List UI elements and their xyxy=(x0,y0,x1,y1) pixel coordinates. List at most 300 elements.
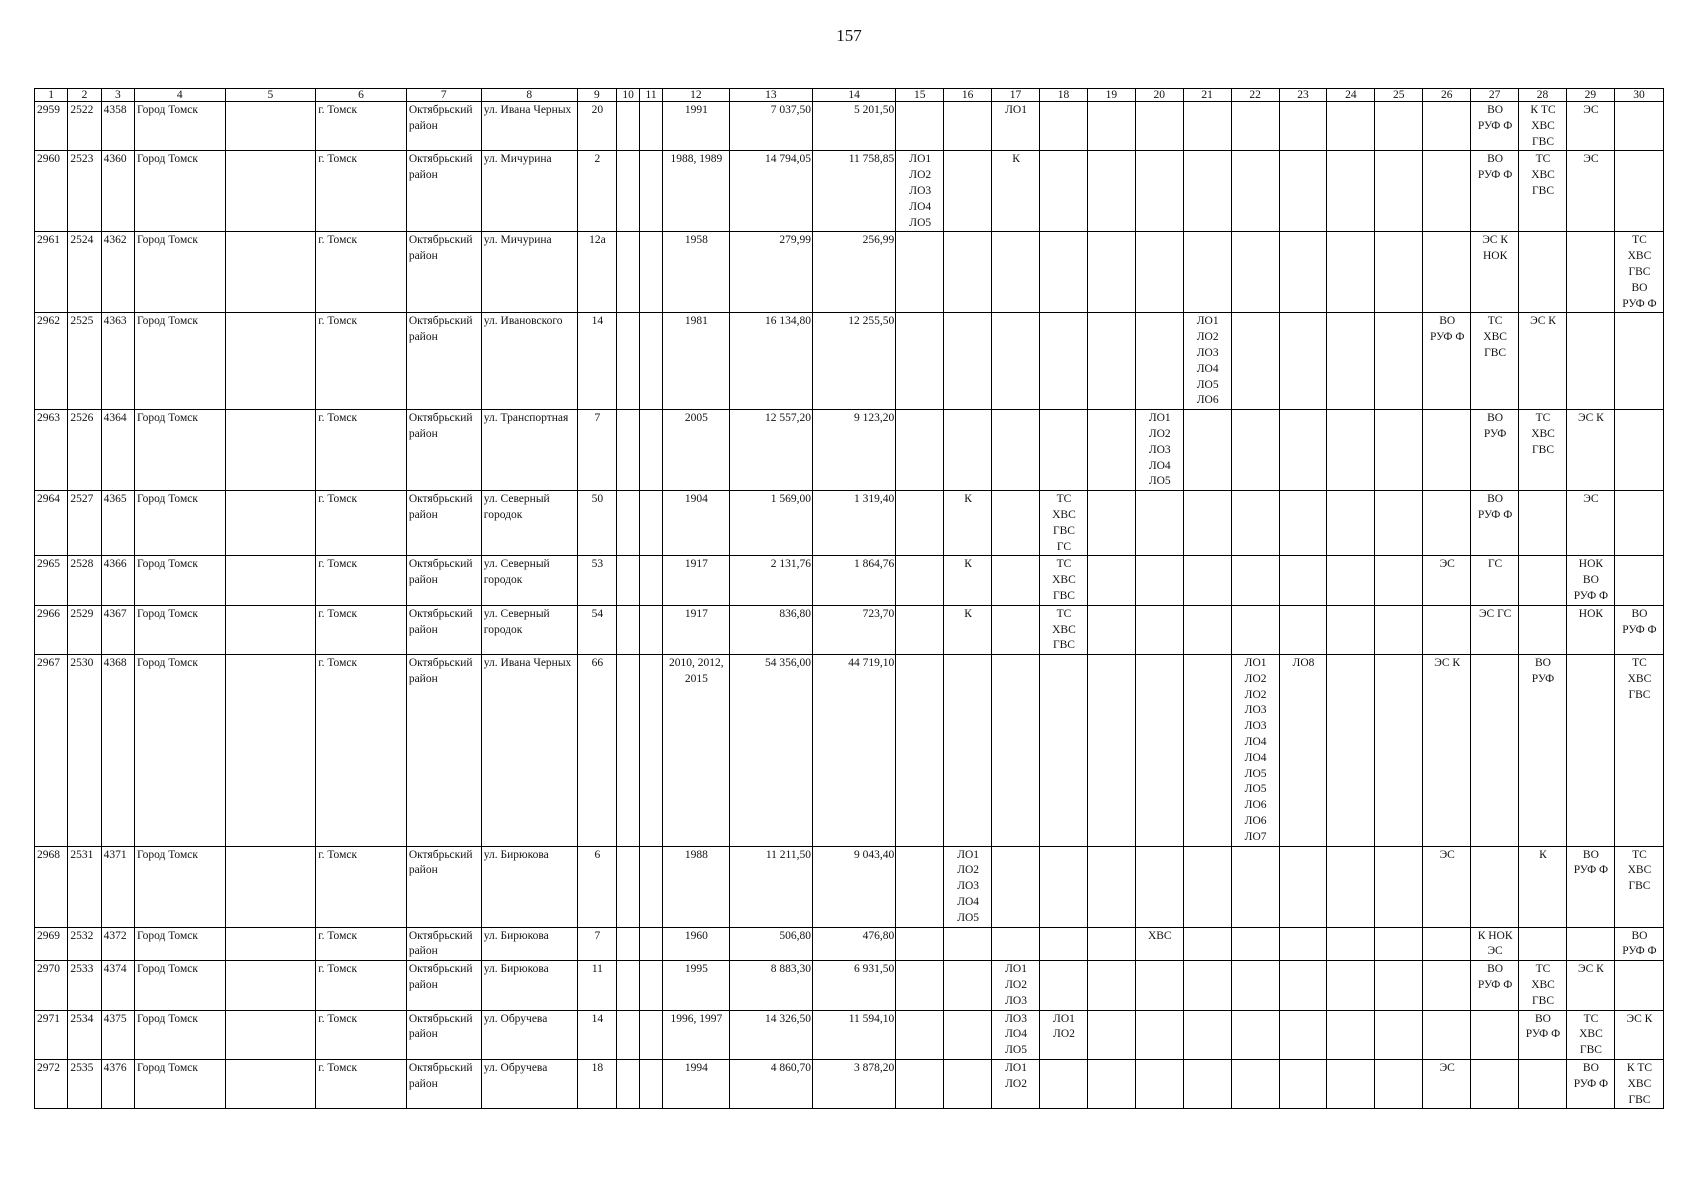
cell-col-21 xyxy=(1183,846,1231,927)
cell-col-26 xyxy=(1423,556,1471,605)
cell-line: ТС xyxy=(1056,493,1072,506)
cell-col-16 xyxy=(944,313,992,410)
cell-line: К ТС xyxy=(1626,1062,1653,1075)
cell-col-23 xyxy=(1279,846,1327,927)
cell-col-12: 1988, 1989 xyxy=(663,151,730,232)
cell-col-6: г. Томск xyxy=(316,491,407,556)
cell-col-14: 3 878,20 xyxy=(812,1060,895,1109)
cell-col-13: 836,80 xyxy=(729,605,812,654)
cell-col-5 xyxy=(225,151,316,232)
table-row xyxy=(35,846,1664,927)
cell-line: ЭС xyxy=(1439,1062,1455,1075)
cell-col-29 xyxy=(1566,102,1614,151)
cell-col-22 xyxy=(1231,410,1279,491)
cell-col-14: 1 319,40 xyxy=(812,491,895,556)
cell-col-27 xyxy=(1471,1060,1519,1109)
cell-col-30 xyxy=(1614,491,1663,556)
column-number: 29 xyxy=(1566,89,1614,102)
cell-col-26 xyxy=(1423,1060,1471,1109)
cell-col-25 xyxy=(1375,556,1423,605)
cell-col-10 xyxy=(617,151,640,232)
cell-col-22 xyxy=(1231,605,1279,654)
cell-col-10 xyxy=(617,556,640,605)
cell-col-21 xyxy=(1183,313,1231,410)
table-row xyxy=(35,151,1664,232)
cell-col-3: 4362 xyxy=(101,232,134,313)
cell-col-28 xyxy=(1519,927,1567,961)
cell-col-2: 2522 xyxy=(68,102,101,151)
cell-line: РУФ Ф xyxy=(1622,297,1657,310)
cell-col-9: 53 xyxy=(577,556,617,605)
cell-col-13: 12 557,20 xyxy=(729,410,812,491)
cell-col-15 xyxy=(896,961,944,1010)
cell-line: ВО xyxy=(1535,657,1551,670)
cell-line: К xyxy=(964,493,972,506)
cell-line: ХВС xyxy=(1052,623,1076,636)
table-body xyxy=(35,89,1664,1109)
cell-col-5 xyxy=(225,556,316,605)
cell-col-18 xyxy=(1040,1010,1088,1059)
cell-col-1: 2970 xyxy=(35,961,68,1010)
cell-col-17 xyxy=(992,556,1040,605)
cell-col-30 xyxy=(1614,655,1663,847)
table-row xyxy=(35,927,1664,961)
cell-line: ГВС xyxy=(1628,880,1651,893)
cell-col-16 xyxy=(944,151,992,232)
cell-col-3: 4363 xyxy=(101,313,134,410)
cell-line: ГС xyxy=(1056,540,1072,553)
cell-col-13: 2 131,76 xyxy=(729,556,812,605)
cell-line: ЛО8 xyxy=(1292,657,1315,670)
cell-col-5 xyxy=(225,1010,316,1059)
cell-col-2: 2529 xyxy=(68,605,101,654)
cell-col-20 xyxy=(1135,102,1183,151)
cell-col-15 xyxy=(896,1060,944,1109)
cell-line: ЭС xyxy=(1439,558,1455,571)
cell-col-5 xyxy=(225,961,316,1010)
cell-col-11 xyxy=(640,655,663,847)
cell-line: РУФ Ф xyxy=(1622,945,1657,958)
cell-col-26 xyxy=(1423,1010,1471,1059)
cell-line: НОК xyxy=(1578,607,1604,620)
cell-col-5 xyxy=(225,232,316,313)
cell-line: ТС xyxy=(1535,963,1551,976)
cell-line: ГВС xyxy=(1532,994,1555,1007)
cell-col-24 xyxy=(1327,1060,1375,1109)
cell-col-29 xyxy=(1566,655,1614,847)
cell-line: ЛО4 xyxy=(1244,736,1267,749)
cell-col-24 xyxy=(1327,846,1375,927)
cell-line: ЛО1 xyxy=(1005,963,1027,976)
table-row xyxy=(35,313,1664,410)
cell-col-18 xyxy=(1040,961,1088,1010)
cell-col-18 xyxy=(1040,605,1088,654)
cell-line: ХВС xyxy=(1627,250,1652,263)
cell-line: ВО xyxy=(1487,493,1504,506)
cell-line: РУФ Ф xyxy=(1525,1028,1561,1041)
cell-col-27 xyxy=(1471,491,1519,556)
cell-col-26 xyxy=(1423,410,1471,491)
cell-line: НОК xyxy=(1578,558,1604,571)
cell-line: ГС xyxy=(1488,558,1503,571)
cell-col-2: 2531 xyxy=(68,846,101,927)
cell-line: ЭС xyxy=(1439,848,1455,861)
cell-col-8: ул. Ивана Черных xyxy=(481,102,577,151)
cell-col-5 xyxy=(225,491,316,556)
cell-col-6: г. Томск xyxy=(316,232,407,313)
cell-col-12: 1994 xyxy=(663,1060,730,1109)
cell-col-17 xyxy=(992,313,1040,410)
cell-col-14: 9 123,20 xyxy=(812,410,895,491)
cell-line: ЛО1 xyxy=(1005,1062,1027,1075)
cell-col-7: Октябрьский район xyxy=(406,1060,481,1109)
cell-line: ГВС xyxy=(1052,639,1075,652)
cell-line: ХВС xyxy=(1627,672,1652,685)
cell-col-16 xyxy=(944,1010,992,1059)
cell-col-4: Город Томск xyxy=(134,491,225,556)
cell-col-17 xyxy=(992,102,1040,151)
cell-line: ЭС ГС xyxy=(1478,607,1512,620)
cell-col-6: г. Томск xyxy=(316,927,407,961)
cell-line: ТС xyxy=(1632,234,1647,247)
cell-line: ЛО1 xyxy=(1148,412,1171,425)
cell-col-21 xyxy=(1183,961,1231,1010)
cell-col-16 xyxy=(944,846,992,927)
cell-line: ЛО5 xyxy=(1244,767,1267,780)
cell-col-23 xyxy=(1279,1060,1327,1109)
cell-col-26 xyxy=(1423,927,1471,961)
cell-col-17 xyxy=(992,846,1040,927)
cell-line: К xyxy=(964,558,972,571)
cell-line: ХВС xyxy=(1531,979,1555,992)
cell-col-26 xyxy=(1423,313,1471,410)
cell-col-30 xyxy=(1614,605,1663,654)
cell-col-15 xyxy=(896,491,944,556)
cell-col-2: 2532 xyxy=(68,927,101,961)
cell-col-4: Город Томск xyxy=(134,556,225,605)
cell-col-28 xyxy=(1519,605,1567,654)
cell-line: ХВС xyxy=(1052,574,1076,587)
cell-col-17 xyxy=(992,491,1040,556)
cell-col-15 xyxy=(896,655,944,847)
cell-col-6: г. Томск xyxy=(316,1010,407,1059)
cell-col-18 xyxy=(1040,491,1088,556)
cell-col-9: 18 xyxy=(577,1060,617,1109)
cell-line: ЭС К xyxy=(1578,963,1604,976)
cell-line: ХВС xyxy=(1483,331,1507,344)
cell-line: ЛО3 xyxy=(1005,994,1027,1007)
cell-col-19 xyxy=(1087,102,1135,151)
table-row xyxy=(35,961,1664,1010)
cell-col-11 xyxy=(640,961,663,1010)
cell-col-16 xyxy=(944,605,992,654)
cell-col-18 xyxy=(1040,313,1088,410)
cell-line: ТС xyxy=(1056,558,1072,571)
cell-col-18 xyxy=(1040,1060,1088,1109)
cell-col-6: г. Томск xyxy=(316,1060,407,1109)
cell-line: РУФ Ф xyxy=(1573,589,1609,602)
cell-line: РУФ xyxy=(1483,427,1507,440)
cell-col-1: 2967 xyxy=(35,655,68,847)
cell-col-27 xyxy=(1471,151,1519,232)
cell-col-14: 1 864,76 xyxy=(812,556,895,605)
cell-line: ХВС xyxy=(1579,1028,1603,1041)
cell-line: ЛО6 xyxy=(1244,815,1267,828)
cell-col-30 xyxy=(1614,410,1663,491)
cell-col-12: 1960 xyxy=(663,927,730,961)
cell-col-30 xyxy=(1614,927,1663,961)
cell-col-12: 2005 xyxy=(663,410,730,491)
cell-col-18 xyxy=(1040,410,1088,491)
cell-line: РУФ Ф xyxy=(1429,331,1465,344)
cell-col-28 xyxy=(1519,232,1567,313)
cell-line: ЭС К xyxy=(1482,234,1509,247)
column-number: 27 xyxy=(1471,89,1519,102)
cell-col-7: Октябрьский район xyxy=(406,556,481,605)
cell-col-29 xyxy=(1566,491,1614,556)
cell-line: ЛО4 xyxy=(957,896,980,909)
cell-col-23 xyxy=(1279,313,1327,410)
cell-col-3: 4364 xyxy=(101,410,134,491)
cell-col-8: ул. Бирюкова xyxy=(481,927,577,961)
cell-col-7: Октябрьский район xyxy=(406,846,481,927)
cell-col-8: ул. Бирюкова xyxy=(481,846,577,927)
column-number: 30 xyxy=(1614,89,1663,102)
column-number: 4 xyxy=(134,89,225,102)
cell-col-11 xyxy=(640,313,663,410)
cell-col-17 xyxy=(992,961,1040,1010)
cell-line: ГВС xyxy=(1484,346,1507,359)
cell-col-19 xyxy=(1087,410,1135,491)
table-row xyxy=(35,410,1664,491)
cell-line: РУФ Ф xyxy=(1622,623,1657,636)
cell-col-6: г. Томск xyxy=(316,846,407,927)
cell-col-1: 2969 xyxy=(35,927,68,961)
cell-line: РУФ Ф xyxy=(1573,864,1609,877)
cell-line: ЛО4 xyxy=(1148,459,1171,472)
cell-col-29 xyxy=(1566,927,1614,961)
cell-line: ГВС xyxy=(1532,184,1555,197)
cell-col-1: 2965 xyxy=(35,556,68,605)
cell-line: К ТС xyxy=(1530,104,1556,116)
cell-col-22 xyxy=(1231,102,1279,151)
cell-line: ЭС К xyxy=(1626,1012,1653,1025)
cell-col-1: 2959 xyxy=(35,102,68,151)
cell-line: ТС xyxy=(1535,153,1551,166)
cell-col-28 xyxy=(1519,491,1567,556)
cell-line: ВО xyxy=(1487,963,1504,976)
cell-line: ЛО5 xyxy=(1148,475,1171,488)
cell-col-10 xyxy=(617,313,640,410)
cell-line: ЛО1 xyxy=(1053,1012,1075,1025)
cell-col-21 xyxy=(1183,102,1231,151)
cell-col-24 xyxy=(1327,491,1375,556)
cell-col-10 xyxy=(617,1010,640,1059)
cell-line: ВО xyxy=(1487,153,1504,166)
cell-col-20 xyxy=(1135,410,1183,491)
cell-col-14: 256,99 xyxy=(812,232,895,313)
cell-col-13: 14 326,50 xyxy=(729,1010,812,1059)
cell-col-30 xyxy=(1614,556,1663,605)
cell-line: ЛО5 xyxy=(1005,1044,1027,1057)
cell-col-26 xyxy=(1423,102,1471,151)
cell-col-22 xyxy=(1231,1060,1279,1109)
cell-col-23 xyxy=(1279,232,1327,313)
column-number: 5 xyxy=(225,89,316,102)
page-number: 157 xyxy=(836,26,862,45)
cell-col-19 xyxy=(1087,491,1135,556)
cell-col-4: Город Томск xyxy=(134,313,225,410)
cell-col-19 xyxy=(1087,556,1135,605)
cell-col-24 xyxy=(1327,605,1375,654)
cell-line: ВО xyxy=(1535,1012,1551,1025)
cell-line: ЛО3 xyxy=(1244,704,1267,717)
table-row xyxy=(35,232,1664,313)
cell-col-23 xyxy=(1279,655,1327,847)
cell-col-9: 7 xyxy=(577,927,617,961)
cell-col-29 xyxy=(1566,1010,1614,1059)
cell-col-4: Город Томск xyxy=(134,1060,225,1109)
cell-col-2: 2527 xyxy=(68,491,101,556)
cell-col-3: 4371 xyxy=(101,846,134,927)
cell-col-22 xyxy=(1231,232,1279,313)
cell-line: ЛО1 xyxy=(1196,315,1219,328)
cell-col-22 xyxy=(1231,556,1279,605)
cell-col-23 xyxy=(1279,927,1327,961)
cell-line: ЛО3 xyxy=(1196,346,1219,359)
cell-line: ЭС К xyxy=(1434,657,1461,670)
column-number: 3 xyxy=(101,89,134,102)
cell-col-24 xyxy=(1327,655,1375,847)
cell-col-27 xyxy=(1471,102,1519,151)
cell-col-12: 1958 xyxy=(663,232,730,313)
cell-line: ГВС xyxy=(1628,1093,1651,1106)
cell-col-19 xyxy=(1087,961,1135,1010)
cell-col-16 xyxy=(944,491,992,556)
cell-col-29 xyxy=(1566,151,1614,232)
cell-col-16 xyxy=(944,1060,992,1109)
cell-col-16 xyxy=(944,556,992,605)
cell-col-5 xyxy=(225,605,316,654)
column-number: 1 xyxy=(35,89,68,102)
cell-col-3: 4375 xyxy=(101,1010,134,1059)
cell-col-17 xyxy=(992,1060,1040,1109)
cell-col-24 xyxy=(1327,410,1375,491)
cell-line: ЭС xyxy=(1583,493,1599,506)
cell-col-22 xyxy=(1231,313,1279,410)
cell-col-29 xyxy=(1566,605,1614,654)
column-number: 10 xyxy=(617,89,640,102)
cell-col-19 xyxy=(1087,1060,1135,1109)
cell-col-16 xyxy=(944,102,992,151)
cell-col-20 xyxy=(1135,927,1183,961)
cell-col-11 xyxy=(640,1060,663,1109)
cell-col-23 xyxy=(1279,102,1327,151)
table-row xyxy=(35,491,1664,556)
cell-col-8: ул. Мичурина xyxy=(481,151,577,232)
cell-line: ЛО6 xyxy=(1196,394,1219,407)
cell-line: ЭС xyxy=(1487,945,1503,958)
cell-col-11 xyxy=(640,1010,663,1059)
cell-col-1: 2968 xyxy=(35,846,68,927)
cell-line: ХВС xyxy=(1147,929,1172,942)
cell-line: ЛО3 xyxy=(957,880,980,893)
cell-col-29 xyxy=(1566,961,1614,1010)
cell-col-9: 14 xyxy=(577,313,617,410)
cell-col-26 xyxy=(1423,491,1471,556)
column-number: 8 xyxy=(481,89,577,102)
cell-col-13: 506,80 xyxy=(729,927,812,961)
column-number: 25 xyxy=(1375,89,1423,102)
cell-col-29 xyxy=(1566,410,1614,491)
cell-col-9: 11 xyxy=(577,961,617,1010)
cell-line: ЛО2 xyxy=(1148,427,1171,440)
cell-col-15 xyxy=(896,151,944,232)
cell-col-9: 7 xyxy=(577,410,617,491)
cell-col-13: 279,99 xyxy=(729,232,812,313)
cell-line: РУФ xyxy=(1531,672,1555,685)
cell-col-25 xyxy=(1375,846,1423,927)
cell-col-21 xyxy=(1183,1060,1231,1109)
cell-line: ЛО1 xyxy=(1005,104,1027,116)
cell-col-28 xyxy=(1519,961,1567,1010)
cell-line: ХВС xyxy=(1531,169,1555,182)
cell-col-27 xyxy=(1471,927,1519,961)
cell-line: ВО xyxy=(1582,574,1599,587)
cell-col-5 xyxy=(225,102,316,151)
cell-col-25 xyxy=(1375,102,1423,151)
cell-col-21 xyxy=(1183,491,1231,556)
cell-col-14: 44 719,10 xyxy=(812,655,895,847)
cell-col-10 xyxy=(617,1060,640,1109)
cell-col-15 xyxy=(896,556,944,605)
cell-col-20 xyxy=(1135,961,1183,1010)
cell-line: ЛО1 xyxy=(1244,657,1267,670)
cell-col-8: ул. Бирюкова xyxy=(481,961,577,1010)
cell-line: К xyxy=(964,607,972,620)
cell-col-25 xyxy=(1375,1060,1423,1109)
cell-line: ЛО4 xyxy=(1005,1028,1027,1041)
cell-line: ЛО2 xyxy=(957,864,980,877)
cell-line: ГВС xyxy=(1628,265,1651,278)
cell-col-30 xyxy=(1614,961,1663,1010)
cell-col-26 xyxy=(1423,846,1471,927)
cell-col-11 xyxy=(640,491,663,556)
cell-line: ХВС xyxy=(1052,508,1076,521)
cell-col-14: 723,70 xyxy=(812,605,895,654)
table-row xyxy=(35,556,1664,605)
cell-col-8: ул. Ивана Черных xyxy=(481,655,577,847)
cell-col-1: 2972 xyxy=(35,1060,68,1109)
cell-col-7: Октябрьский район xyxy=(406,605,481,654)
cell-line: ЭС К xyxy=(1530,315,1556,328)
cell-col-23 xyxy=(1279,410,1327,491)
column-number: 13 xyxy=(729,89,812,102)
cell-line: ГВС xyxy=(1532,443,1555,456)
column-number: 22 xyxy=(1231,89,1279,102)
cell-col-6: г. Томск xyxy=(316,605,407,654)
cell-line: ЛО7 xyxy=(1244,830,1267,843)
cell-col-4: Город Томск xyxy=(134,410,225,491)
cell-line: ГВС xyxy=(1052,589,1075,602)
cell-line: ЛО3 xyxy=(1005,1012,1027,1025)
column-number: 15 xyxy=(896,89,944,102)
column-number: 28 xyxy=(1519,89,1567,102)
cell-col-19 xyxy=(1087,655,1135,847)
cell-col-30 xyxy=(1614,1010,1663,1059)
column-number: 24 xyxy=(1327,89,1375,102)
cell-col-7: Октябрьский район xyxy=(406,491,481,556)
